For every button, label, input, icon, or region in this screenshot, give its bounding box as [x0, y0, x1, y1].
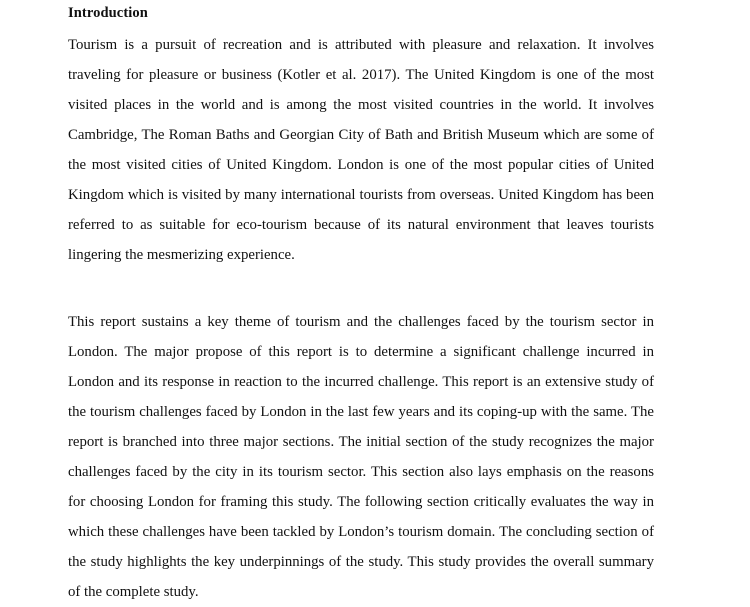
body-paragraph-1: Tourism is a pursuit of recreation and is attributed with pleasure and relaxation. It involves traveling for pleasure or business (Kotler et al. 2017). The United Kingdom is one of the most visited places in the world and is among the most visited countries in the world. It involves Cambridge, The Roman Baths and Georgian City of Bath and British Museum which are some of the most visited cities of United Kingdom. London is one of the most popular cities of United Kingdom which is visited by many international tourists from overseas. United Kingdom has been referred to as suitable for eco-tourism because of its natural environment that leaves tourists lingering the mesmerizing experience.	[68, 37, 654, 263]
body-paragraph-2: This report sustains a key theme of tourism and the challenges faced by the tourism sector in London. The major propose of this report is to determine a significant challenge incurred in London and its response in reaction to the incurred challenge. This report is an extensive study of the tourism challenges faced by London in the last few years and its coping-up with the same. The report is branched into three major sections. The initial section of the study recognizes the major challenges faced by the city in its tourism sector. This section also lays emphasis on the reasons for choosing London for framing this study. The following section critically evaluates the way in which these challenges have been tackled by London’s tourism domain. The concluding section of the study highlights the key underpinnings of the study. This study provides the overall summary of the complete study.	[68, 314, 654, 600]
document-text-column	[68, 0, 654, 607]
section-heading-introduction: Introduction	[68, 5, 148, 21]
